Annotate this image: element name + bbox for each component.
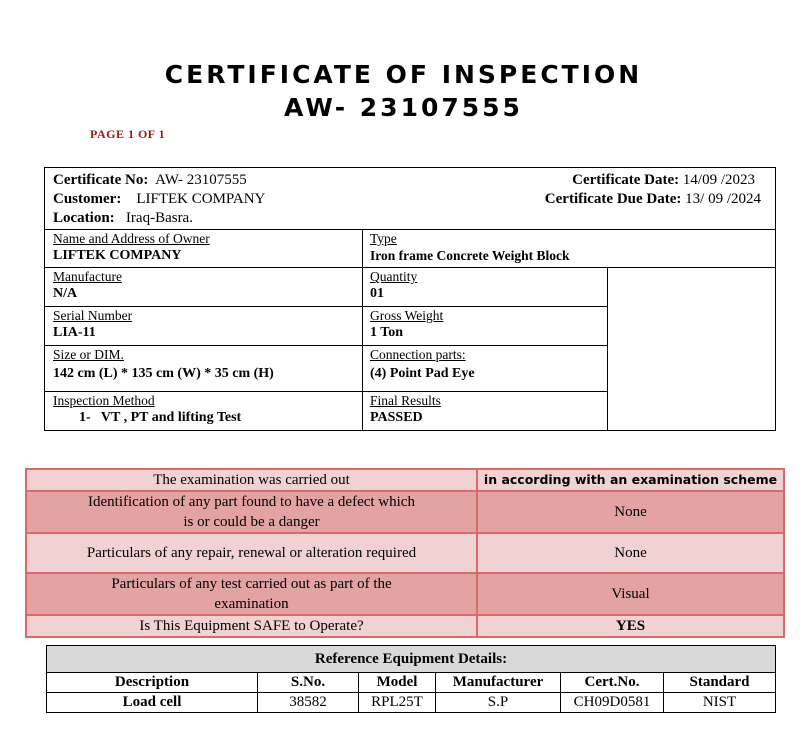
reference-equipment-table xyxy=(46,645,776,713)
size-label: Size or DIM. xyxy=(53,347,124,362)
table-row xyxy=(26,615,784,637)
customer-label: Customer: xyxy=(53,191,122,207)
table-cell: Load cell xyxy=(47,693,258,713)
divider xyxy=(45,391,607,392)
connection-field xyxy=(370,347,475,383)
exam-question xyxy=(26,533,477,573)
quantity-label: Quantity xyxy=(370,269,418,284)
table-row xyxy=(26,491,784,533)
certificate-number-title: AW- 23107555 xyxy=(284,93,523,122)
table-cell: 38582 xyxy=(258,693,359,713)
certificate-due-date-value: 13/ 09 /2024 xyxy=(685,191,761,207)
certificate-due-date-label: Certificate Due Date: xyxy=(544,191,682,207)
certificate-date xyxy=(572,170,755,190)
inspection-method-value: 1- VT , PT and lifting Test xyxy=(79,410,242,425)
exam-question: The examination was carried out xyxy=(26,469,477,491)
table-row xyxy=(26,469,784,491)
gross-weight-value: 1 Ton xyxy=(370,325,404,340)
exam-question-text: Particulars of any repair, renewal or alteration required xyxy=(86,545,417,561)
final-results-field xyxy=(370,393,441,427)
examination-table xyxy=(25,468,785,638)
inspection-method-label: Inspection Method xyxy=(53,393,155,408)
table-header-row xyxy=(47,673,776,693)
customer xyxy=(53,189,265,209)
certificate-no-label: Certificate No: xyxy=(53,172,149,188)
table-caption-row xyxy=(47,646,776,673)
manufacture-label: Manufacture xyxy=(53,269,122,284)
divider xyxy=(45,229,775,230)
table-cell: RPL25T xyxy=(359,693,436,713)
connection-label: Connection parts: xyxy=(370,347,466,362)
connection-value: (4) Point Pad Eye xyxy=(370,366,475,381)
certificate-no xyxy=(53,170,247,190)
table-cell: CH09D0581 xyxy=(561,693,664,713)
exam-answer: YES xyxy=(477,615,784,637)
type-value: Iron frame Concrete Weight Block xyxy=(370,248,570,263)
divider xyxy=(45,267,775,268)
customer-value: LIFTEK COMPANY xyxy=(136,191,266,207)
gross-weight-label: Gross Weight xyxy=(370,308,444,323)
divider xyxy=(607,267,608,430)
serial-label: Serial Number xyxy=(53,308,133,323)
manufacture-field xyxy=(53,269,122,303)
column-header: S.No. xyxy=(258,673,359,693)
table-row xyxy=(26,573,784,615)
location-label: Location: xyxy=(53,210,115,226)
certificate-date-label: Certificate Date: xyxy=(572,172,680,188)
serial-value: LIA-11 xyxy=(53,325,96,340)
reference-caption: Reference Equipment Details: xyxy=(47,646,776,673)
quantity-value: 01 xyxy=(370,286,384,301)
owner-field xyxy=(53,231,210,265)
exam-answer: None xyxy=(477,491,784,533)
column-header: Cert.No. xyxy=(561,673,664,693)
certificate-details-block xyxy=(44,167,776,431)
quantity-field xyxy=(370,269,417,303)
location-value: Iraq-Basra. xyxy=(125,210,193,226)
final-results-label: Final Results xyxy=(370,393,441,408)
exam-question-text: Identification of any part found to have a defect which is or could be a danger xyxy=(88,494,415,530)
manufacture-value: N/A xyxy=(53,286,78,301)
certificate-due-date xyxy=(545,189,761,209)
column-header: Description xyxy=(47,673,258,693)
certificate-no-value: AW- 23107555 xyxy=(155,172,247,188)
table-row xyxy=(47,693,776,713)
exam-answer: None xyxy=(477,533,784,573)
exam-answer: Visual xyxy=(477,573,784,615)
column-header: Standard xyxy=(664,673,776,693)
divider xyxy=(45,306,607,307)
size-value: 142 cm (L) * 135 cm (W) * 35 cm (H) xyxy=(53,366,274,381)
table-cell: NIST xyxy=(664,693,776,713)
exam-question xyxy=(26,573,477,615)
column-header: Model xyxy=(359,673,436,693)
serial-field xyxy=(53,308,132,342)
exam-question-text: Particulars of any test carried out as part of the examination xyxy=(111,576,392,612)
type-label: Type xyxy=(370,231,397,246)
location xyxy=(53,208,193,228)
inspection-method-field xyxy=(53,393,241,427)
exam-question xyxy=(26,491,477,533)
gross-weight-field xyxy=(370,308,443,342)
type-field xyxy=(370,231,569,265)
certificate-title: CERTIFICATE OF INSPECTION xyxy=(164,60,643,89)
table-cell: S.P xyxy=(436,693,561,713)
owner-label: Name and Address of Owner xyxy=(53,231,210,246)
divider xyxy=(45,345,607,346)
exam-answer: in according with an examination scheme xyxy=(477,469,784,491)
owner-value: LIFTEK COMPANY xyxy=(53,248,182,263)
certificate-date-value: 14/09 /2023 xyxy=(682,172,755,188)
final-results-value: PASSED xyxy=(370,410,423,425)
page-indicator: PAGE 1 OF 1 xyxy=(90,127,166,141)
column-header: Manufacturer xyxy=(436,673,561,693)
divider xyxy=(362,229,363,430)
table-row xyxy=(26,533,784,573)
exam-question: Is This Equipment SAFE to Operate? xyxy=(26,615,477,637)
size-field xyxy=(53,347,274,383)
